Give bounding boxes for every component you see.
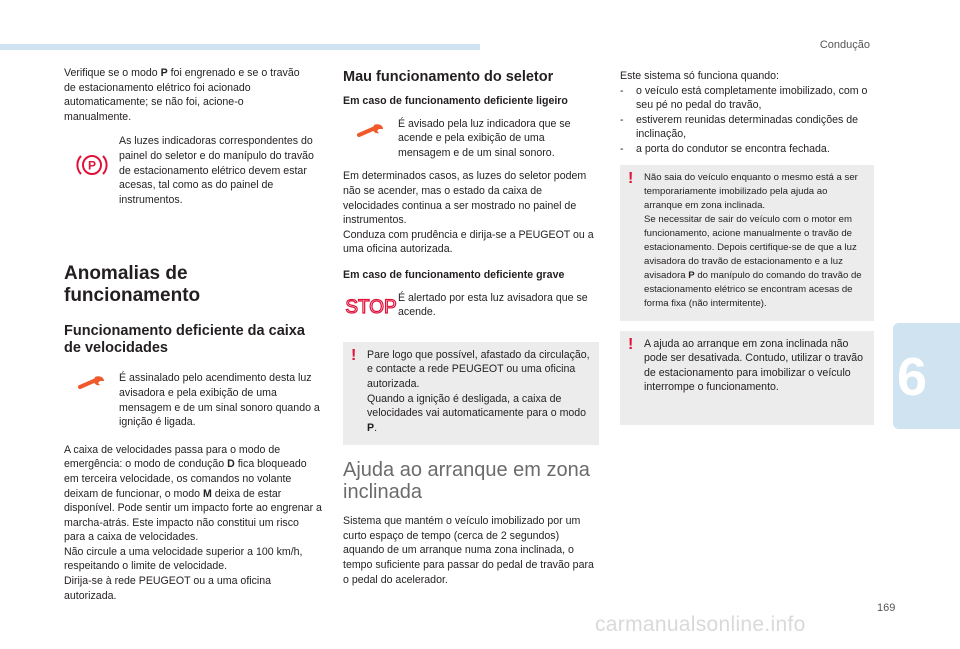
column-1 (64, 66, 322, 603)
svg-text:P: P (87, 158, 96, 173)
gearbox-wrench-row (64, 371, 322, 429)
hill-start-warning-box (620, 331, 874, 425)
major-fault-heading: Em caso de funcionamento deficiente grave (343, 268, 565, 281)
minor-fault-text: É avisado pela luz indicadora que se acende e pela exibição de uma mensagem e de um sinal sonoro. (398, 117, 571, 159)
gearbox-body-a: A caixa de velocidades passa para o modo de emergência: o modo de condução (64, 443, 281, 471)
leave-vehicle-text-a: Se necessitar de sair do veículo com o motor em funcionamento, acione manualmente o travão de estacionamento. Depois certifique-se de que a luz avisadora do travão de estacionamento e a luz avisadora (644, 213, 857, 281)
major-fault-row (343, 291, 599, 320)
parking-brake-warning-icon (64, 134, 119, 178)
exclamation-warning-icon: ! (628, 335, 634, 353)
minor-fault-body: Em determinados casos, as luzes do seletor podem não se acender, mas o estado da caixa de velocidades continua a ser mostrado no painel de instrumentos. (343, 170, 587, 227)
section-title: Condução (819, 39, 870, 51)
stop-warning-icon (343, 291, 398, 316)
mode-p-label: P (688, 269, 695, 281)
gearbox-body-b: fica bloqueado em terceira velocidade, os comandos no volante deixam de funcionar, o modo (64, 458, 307, 500)
list-item: - estiverem reunidas determinadas condições de inclinação, (620, 113, 874, 142)
mode-p-label: P (367, 421, 375, 434)
column-2 (343, 66, 599, 587)
minor-fault-advice: Conduza com prudência e dirija-se a PEUGEOT ou a uma oficina autorizada. (343, 228, 594, 256)
stop-warning-text: Pare logo que possível, afastado da circulação, e contacte a rede PEUGEOT ou uma oficina autorizada. (367, 348, 590, 390)
hill-start-heading: Ajuda ao arranque em zona inclinada (343, 459, 590, 504)
anomalies-heading: Anomalias de funcionamento (64, 263, 201, 307)
hill-start-warning-text: A ajuda ao arranque em zona inclinada não pode ser desativada. Contudo, utilizar o travão de estacionamento para imobilizar o veículo interrompe o funcionamento. (644, 337, 864, 394)
leave-vehicle-procedure (644, 213, 866, 311)
speed-limit-text: Não circule a uma velocidade superior a 100 km/h, respeitando o limite de velocidade. (64, 545, 303, 573)
list-item: - a porta do condutor se encontra fechada. (620, 142, 874, 157)
chapter-number: 6 (897, 347, 928, 407)
mode-d-label: D (227, 458, 235, 471)
wrench-warning-icon (343, 117, 398, 139)
mode-p-label: P (160, 67, 168, 79)
list-item: - o veículo está completamente imobilizado, com o seu pé no pedal do travão, (620, 84, 874, 113)
leave-vehicle-text: Não saia do veículo enquanto o mesmo está a ser temporariamente imobilizado pela ajuda ao arranque em zona inclinada. (644, 171, 858, 211)
gearbox-wrench-text: É assinalado pelo acendimento desta luz avisadora e pela exibição de uma mensagem e de um sinal sonoro quando a ignição é ligada. (119, 372, 320, 429)
intro-paragraph (64, 66, 302, 124)
page-number: 169 (877, 602, 896, 614)
indicator-text: As luzes indicadoras correspondentes do painel do seletor e do manípulo do travão de estacionamento elétrico devem estar acesas, tal como as do painel de instrumentos. (119, 135, 314, 206)
selector-heading: Mau funcionamento do seletor (343, 69, 554, 85)
gearbox-heading: Funcionamento deficiente da caixa de velocidades (64, 323, 305, 357)
stop-warning-box (343, 342, 599, 446)
intro-text-a: Verifique se o modo (64, 67, 161, 79)
major-fault-text: É alertado por esta luz avisadora que se acende. (398, 291, 588, 319)
gearbox-body-c: deixa de estar disponível. Pode sentir um impacto forte ao engrenar a marcha-atrás. Este impacto não constitui um risco para a caixa de velocidades. (64, 487, 322, 544)
exclamation-warning-icon: ! (351, 346, 357, 364)
minor-fault-row (343, 117, 599, 161)
conditions-list (620, 84, 874, 157)
hill-start-body: Sistema que mantém o veículo imobilizado por um curto espaço de tempo (cerca de 2 segundos) aquando de um arranque numa zona inclinada, o tempo suficiente para passar do pedal de travão para o pedal do acelerador. (343, 515, 594, 586)
wrench-warning-icon (64, 371, 119, 391)
parking-indicator-row (64, 134, 322, 207)
column-3 (620, 66, 874, 425)
conditions-intro: Este sistema só funciona quando: (620, 70, 780, 82)
leave-vehicle-text-b: do manípulo do comando do travão de estacionamento elétrico se encontram acesas de forma fixa (não intermitente). (644, 269, 862, 309)
stop-warning-text-a: Quando a ignição é desligada, a caixa de velocidades vai automaticamente para o modo (367, 392, 587, 420)
gearbox-body-paragraph (64, 443, 322, 545)
intro-text-b: foi engrenado e se o travão de estacionamento elétrico foi acionado automaticamente; se não foi, acione-o manualmente. (64, 67, 300, 123)
top-color-bar (0, 44, 480, 50)
minor-fault-heading: Em caso de funcionamento deficiente ligeiro (343, 95, 568, 107)
stop-label: STOP (344, 296, 397, 318)
leave-vehicle-warning-box (620, 165, 874, 321)
dealer-text: Dirija-se à rede PEUGEOT ou a uma oficina autorizada. (64, 575, 272, 602)
stop-warning-text-b: . (374, 421, 378, 434)
mode-m-label: M (202, 487, 212, 500)
watermark: carmanualsonline.info (595, 613, 806, 636)
exclamation-warning-icon: ! (628, 169, 634, 187)
stop-warning-mode-text (367, 392, 591, 436)
